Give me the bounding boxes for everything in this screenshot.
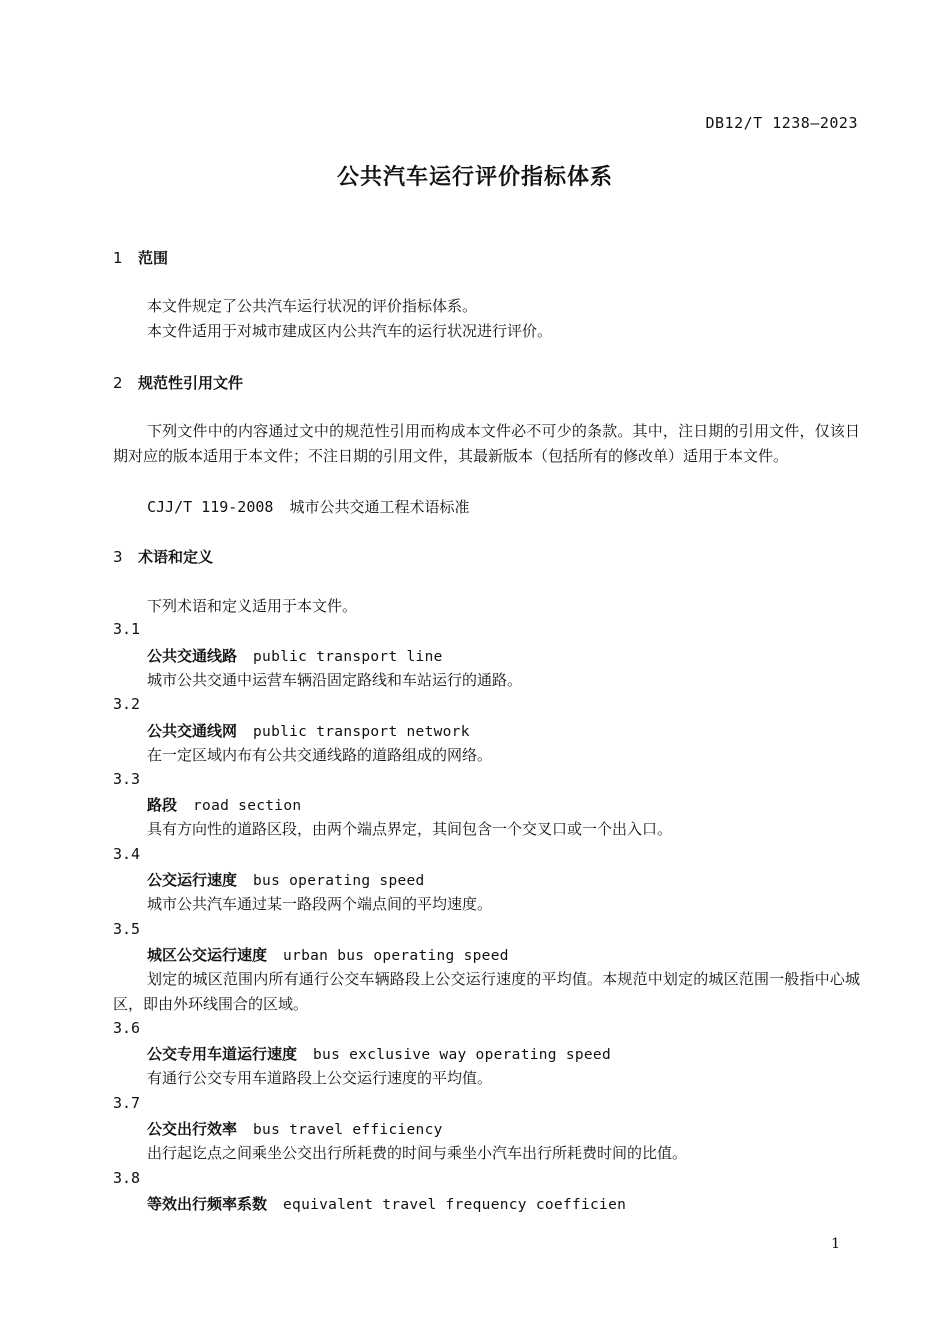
term-number: 3.4 (113, 845, 141, 863)
section-title: 范围 (138, 249, 169, 267)
term-number: 3.6 (113, 1019, 141, 1037)
term-definition: 城市公共交通中运营车辆沿固定路线和车站运行的通路。 (147, 671, 523, 689)
scope-paragraph-1: 本文件规定了公共汽车运行状况的评价指标体系。 (147, 297, 478, 315)
term-zh: 城区公交运行速度 (147, 946, 268, 964)
section-2-heading (113, 372, 243, 393)
term-heading (147, 720, 470, 741)
term-number: 3.1 (113, 620, 141, 638)
term-definition: 在一定区域内布有公共交通线路的道路组成的网络。 (147, 746, 493, 764)
term-zh: 等效出行频率系数 (147, 1195, 268, 1213)
scope-paragraph-2: 本文件适用于对城市建成区内公共汽车的运行状况进行评价。 (147, 322, 553, 340)
document-title: 公共汽车运行评价指标体系 (336, 165, 613, 190)
page-number: 1 (831, 1236, 840, 1252)
normative-references-paragraph: 下列文件中的内容通过文中的规范性引用而构成本文件必不可少的条款。其中，注日期的引用文件，仅该日期对应的版本适用于本文件；不注日期的引用文件，其最新版本（包括所有的修改单）适用于本文件。 (113, 422, 860, 465)
reference-entry (147, 496, 469, 517)
term-en: public transport network (253, 724, 470, 740)
term-zh: 公交专用车道运行速度 (147, 1045, 298, 1063)
term-heading (147, 1193, 626, 1214)
term-zh: 公共交通线网 (147, 722, 238, 740)
term-zh: 公共交通线路 (147, 647, 238, 665)
term-definition: 出行起讫点之间乘坐公交出行所耗费的时间与乘坐小汽车出行所耗费时间的比值。 (147, 1144, 688, 1162)
term-heading (147, 944, 509, 965)
term-heading (147, 794, 301, 815)
term-number: 3.2 (113, 695, 141, 713)
term-zh: 公交出行效率 (147, 1120, 238, 1138)
section-title: 术语和定义 (138, 548, 214, 566)
term-definition: 有通行公交专用车道路段上公交运行速度的平均值。 (147, 1069, 493, 1087)
term-en: equivalent travel frequency coefficien (283, 1197, 627, 1213)
term-heading (147, 869, 425, 890)
term-heading (147, 1043, 611, 1064)
section-3-heading (113, 546, 213, 567)
term-zh: 路段 (147, 796, 178, 814)
section-title: 规范性引用文件 (138, 374, 244, 392)
term-number: 3.7 (113, 1094, 141, 1112)
section-1-heading (113, 247, 168, 268)
term-definition: 具有方向性的道路区段，由两个端点界定，其间包含一个交叉口或一个出入口。 (147, 820, 673, 838)
term-zh: 公交运行速度 (147, 871, 238, 889)
term-number: 3.8 (113, 1169, 141, 1187)
section-number: 2 (113, 374, 123, 392)
standard-code: DB12/T 1238—2023 (705, 114, 858, 132)
term-en: road section (193, 798, 302, 814)
term-en: urban bus operating speed (283, 948, 509, 964)
term-number: 3.5 (113, 920, 141, 938)
section-number: 1 (113, 249, 123, 267)
term-en: bus exclusive way operating speed (313, 1047, 611, 1063)
section-number: 3 (113, 548, 123, 566)
term-en: public transport line (253, 649, 443, 665)
term-en: bus operating speed (253, 873, 425, 889)
term-number: 3.3 (113, 770, 141, 788)
term-definition: 划定的城区范围内所有通行公交车辆路段上公交运行速度的平均值。本规范中划定的城区范围一般指中心城区，即由外环线围合的区域。 (113, 970, 860, 1013)
term-heading (147, 645, 443, 666)
term-definition: 城市公共汽车通过某一路段两个端点间的平均速度。 (147, 895, 493, 913)
terms-intro: 下列术语和定义适用于本文件。 (147, 597, 358, 615)
term-en: bus travel efficiency (253, 1122, 443, 1138)
reference-title: 城市公共交通工程术语标准 (289, 498, 470, 516)
term-heading (147, 1118, 443, 1139)
reference-code: CJJ/T 119-2008 (147, 498, 274, 516)
